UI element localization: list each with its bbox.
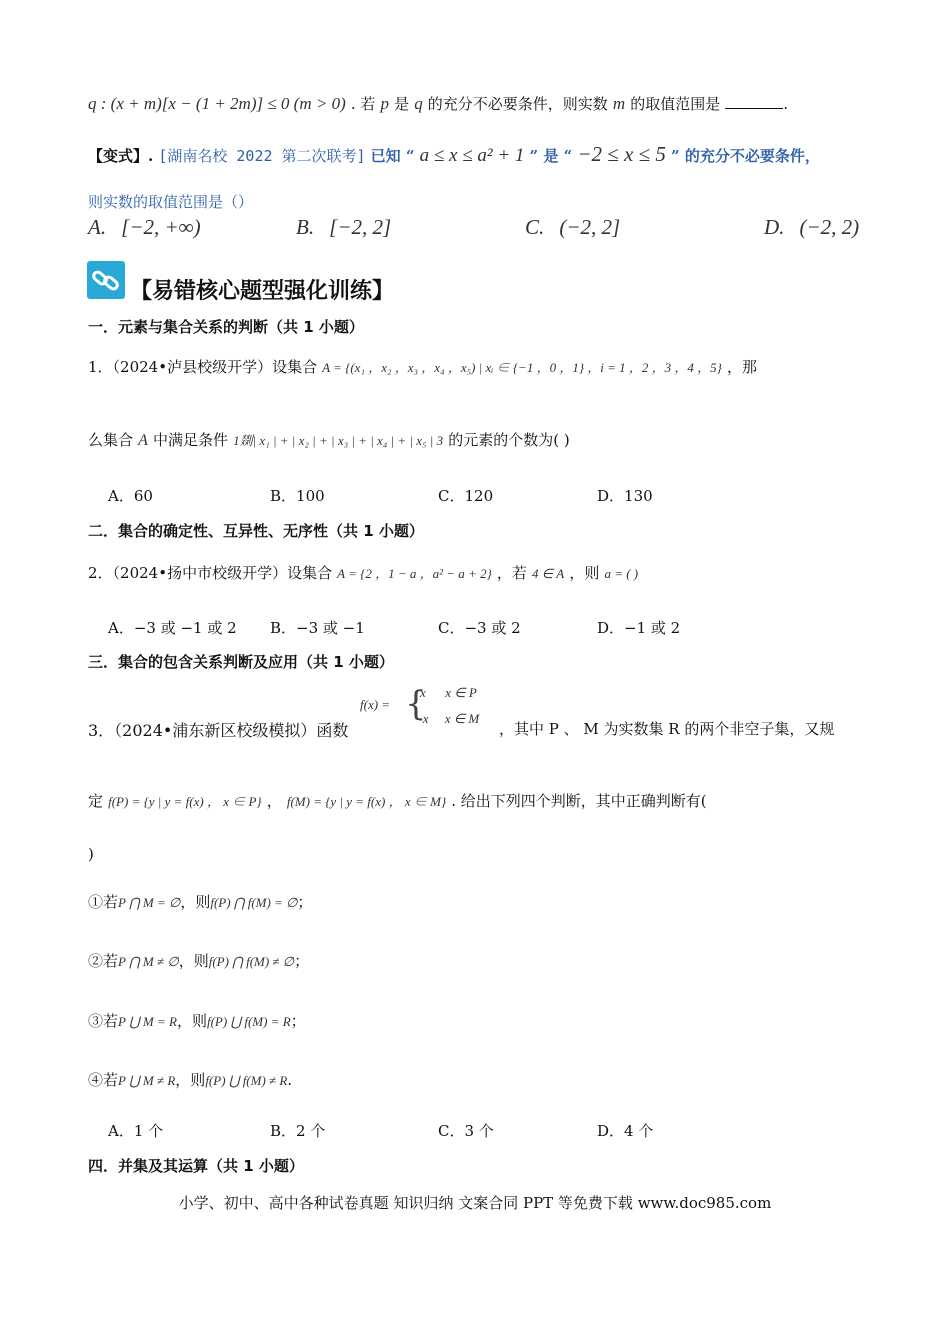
q3-option-a (108, 1120, 163, 1141)
option-letter: A． (108, 487, 134, 505)
q1-condition: 1剟| x₁ | + | x₂ | + | x₃ | + | x₄ | + | x₅ | 3 (233, 433, 444, 448)
text: . 若 (350, 95, 376, 113)
text: 已知 “ (370, 147, 415, 165)
option-letter: A. (88, 215, 107, 239)
option-value: 4 个 (624, 1122, 654, 1140)
page-footer: 小学、初中、高中各种试卷真题 知识归纳 文案合同 PPT 等免费下载 www.doc985.com (178, 1194, 772, 1212)
section-title-4: 四．并集及其运算（共 1 小题） (88, 1157, 304, 1175)
text: ，则 (569, 564, 600, 582)
text: ，若 (496, 564, 527, 582)
item-num: ②若 (88, 952, 119, 970)
q1-line-2 (88, 429, 570, 450)
variant-line-2: 则实数的取值范围是（） (88, 193, 254, 211)
variant-source: [湖南名校 2022 第二次联考] (158, 147, 366, 165)
text: ； (290, 1012, 306, 1030)
q1-option-a (108, 485, 153, 506)
option-letter: A． (108, 1122, 134, 1140)
text: 中满足条件 (152, 431, 228, 449)
option-letter: C. (525, 215, 545, 239)
option-value: (−2, 2] (559, 215, 621, 239)
option-letter: D. (764, 215, 785, 239)
q3-item-2 (88, 950, 309, 971)
q3-case-2: −x x ∈ M (414, 711, 480, 726)
item-num: ④若 (88, 1071, 119, 1089)
item-cond: P ⋃ M = R (118, 1014, 177, 1029)
text: 定 (88, 792, 104, 810)
text: 是 (394, 95, 410, 113)
option-value: [−2, +∞) (121, 215, 201, 239)
q2-option-c (438, 617, 521, 638)
variant-option-d (764, 215, 859, 240)
option-letter: C． (438, 619, 465, 637)
option-value: 60 (133, 487, 153, 505)
option-letter: B. (296, 215, 315, 239)
text: ，那 (726, 358, 757, 376)
q2-ask: a = ( ) (604, 566, 639, 581)
var-q: q (414, 94, 423, 113)
link-icon (87, 261, 125, 299)
q1-line-1 (88, 356, 757, 377)
text: ，则 (180, 893, 211, 911)
text: ，则 (176, 1012, 207, 1030)
q1-set: A = {(x₁ ，x₂ ，x₃ ，x₄ ，x₅) | xᵢ ∈ {−1 ，0 ，1} ，i = 1 ，2 ，3 ，4 ，5} (322, 360, 722, 375)
q3-case-1: x x ∈ P (420, 685, 477, 700)
var-m: m (612, 94, 626, 113)
item-res: f(P) ⋃ f(M) = R (206, 1014, 291, 1029)
q2-option-b (270, 617, 365, 638)
text: ， (266, 792, 282, 810)
option-letter: A． (108, 619, 134, 637)
variant-option-b (296, 215, 391, 240)
q3-option-d (597, 1120, 653, 1141)
item-cond: P ⋃ M ≠ R (118, 1073, 176, 1088)
text: . (287, 1071, 293, 1089)
item-num: ③若 (88, 1012, 119, 1030)
text: ” 的充分不必要条件， (670, 147, 820, 165)
option-letter: B． (270, 1122, 297, 1140)
brace-icon: { (405, 684, 427, 724)
text: . 给出下列四个判断，其中正确判断有( (451, 792, 707, 810)
q3-line-2 (88, 790, 707, 811)
answer-blank (725, 94, 783, 109)
q3-fm: f(M) = {y | y = f(x) ， x ∈ M} (286, 794, 447, 809)
option-letter: D． (597, 619, 625, 637)
q1-option-d (597, 485, 653, 506)
section-title-3: 三．集合的包含关系判断及应用（共 1 小题） (88, 653, 394, 671)
text: ，则 (178, 952, 209, 970)
option-value: 2 个 (296, 1122, 326, 1140)
option-value: 1 个 (133, 1122, 164, 1140)
option-value: [−2, 2] (329, 215, 392, 239)
section-title-2: 二．集合的确定性、互异性、无序性（共 1 小题） (88, 522, 424, 540)
text: 么集合 (88, 431, 134, 449)
option-letter: B． (270, 619, 297, 637)
option-letter: C． (438, 1122, 465, 1140)
option-letter: D． (597, 1122, 625, 1140)
text: ，则 (175, 1071, 206, 1089)
q3-item-1 (88, 891, 312, 912)
q1-lead: 1．（2024•泸县校级开学）设集合 (88, 358, 318, 376)
option-value: 120 (464, 487, 494, 505)
q3-item-3 (88, 1010, 306, 1031)
option-letter: D． (597, 487, 625, 505)
q2-set: A = {2 ，1 − a ，a² − a + 2} (337, 566, 492, 581)
q2-line-1 (88, 562, 638, 583)
q-formula: q : (x + m)[x − (1 + 2m)] ≤ 0 (m > 0) (88, 94, 346, 113)
q1-option-c (438, 485, 493, 506)
q3-option-c (438, 1120, 494, 1141)
q3-option-b (270, 1120, 325, 1141)
top-question-line (88, 93, 788, 114)
q3-fp: f(P) = {y | y = f(x) ， x ∈ P} (108, 794, 262, 809)
option-value: 100 (296, 487, 325, 505)
text: ” 是 “ (529, 147, 573, 165)
option-value: (−2, 2) (799, 215, 860, 239)
item-num: ①若 (88, 893, 119, 911)
item-res: f(P) ⋃ f(M) ≠ R (205, 1073, 288, 1088)
q3-fx: f(x) = (360, 697, 391, 712)
option-letter: C． (438, 487, 465, 505)
q3-lead: 3．（2024•浦东新区校级模拟）函数 (88, 721, 349, 740)
option-value: 3 个 (464, 1122, 494, 1140)
option-value: −3 或 2 (464, 619, 521, 637)
var-p: p (380, 94, 389, 113)
q3-close: ) (88, 845, 94, 863)
q3-after: ，其中 P 、 M 为实数集 R 的两个非空子集，又规 (499, 720, 835, 738)
variant-label: 【变式】. (88, 147, 154, 165)
variant-formula-2: −2 ≤ x ≤ 5 (577, 142, 666, 166)
var-A: A (138, 432, 148, 449)
variant-formula-1: a ≤ x ≤ a² + 1 (419, 145, 525, 166)
q2-lead: 2．（2024•扬中市校级开学）设集合 (88, 564, 333, 582)
option-value: −3 或 −1 或 2 (133, 619, 237, 637)
item-cond: P ⋂ M ≠ ∅ (118, 954, 179, 969)
text: ； (294, 952, 310, 970)
option-value: 130 (624, 487, 653, 505)
text: 的取值范围是 (630, 95, 721, 113)
text: 的元素的个数为( ) (448, 431, 570, 449)
item-res: f(P) ⋂ f(M) = ∅ (210, 895, 298, 910)
option-letter: B． (270, 487, 297, 505)
q2-option-d (597, 617, 680, 638)
text: 的充分不必要条件，则实数 (427, 95, 608, 113)
variant-line-1 (88, 142, 820, 167)
section-title-1: 一．元素与集合关系的判断（共 1 小题） (88, 318, 364, 336)
q2-condition: 4 ∈ A (531, 566, 565, 581)
section-heading: 【易错核心题型强化训练】 (130, 279, 395, 304)
q3-item-4 (88, 1069, 292, 1090)
q1-option-b (270, 485, 325, 506)
item-cond: P ⋂ M = ∅ (118, 895, 181, 910)
variant-option-a (88, 215, 201, 240)
text: ； (297, 893, 313, 911)
text: . (783, 95, 789, 113)
item-res: f(P) ⋂ f(M) ≠ ∅ (208, 954, 295, 969)
option-value: −1 或 2 (624, 619, 681, 637)
q2-option-a (108, 617, 237, 638)
variant-option-c (525, 215, 620, 240)
option-value: −3 或 −1 (296, 619, 365, 637)
